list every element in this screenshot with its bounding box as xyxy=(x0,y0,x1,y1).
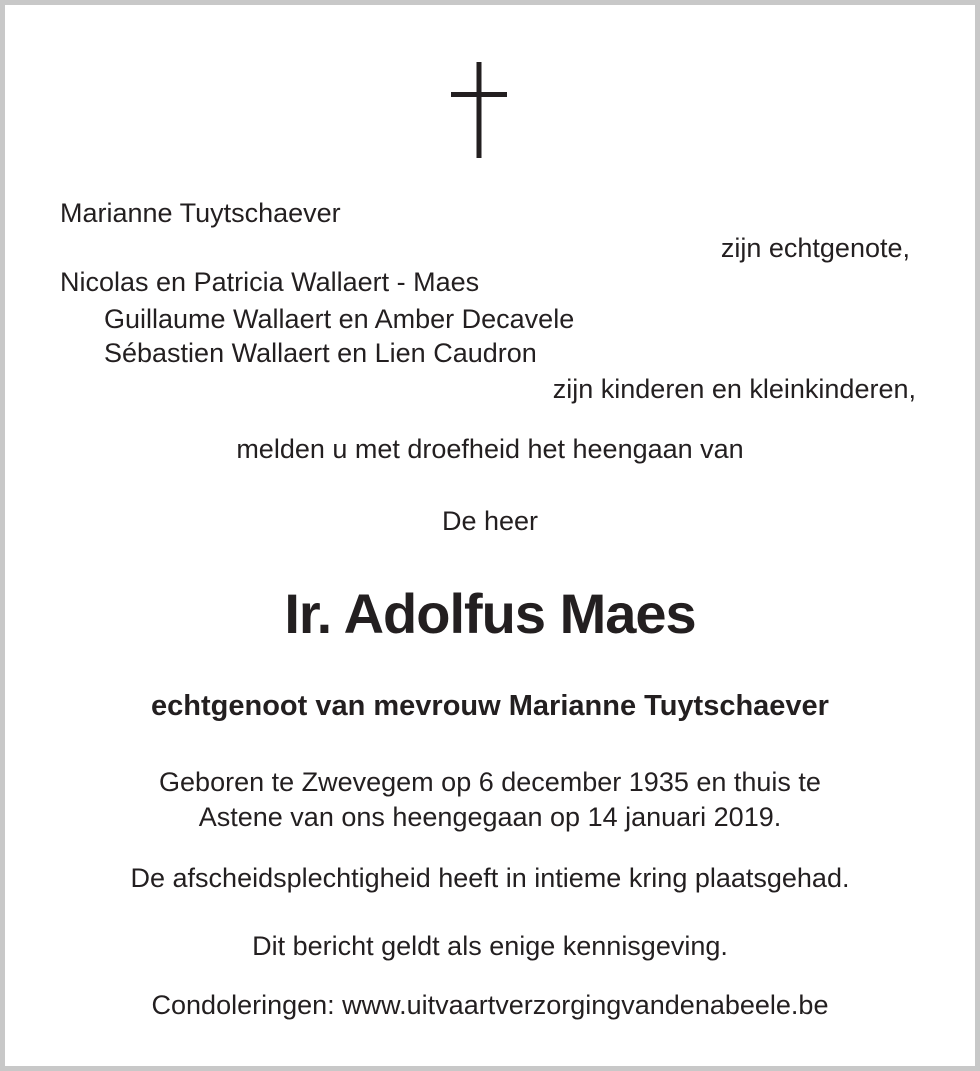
announcement-text: melden u met droefheid het heengaan van xyxy=(236,434,744,464)
children-couple: Nicolas en Patricia Wallaert - Maes xyxy=(60,267,480,297)
spouse-relation: zijn echtgenote, xyxy=(720,233,910,263)
honorific: De heer xyxy=(441,506,539,536)
children-relation: zijn kinderen en kleinkinderen, xyxy=(552,374,916,404)
grandchild-line: Sébastien Wallaert en Lien Caudron xyxy=(104,338,537,368)
deceased-subtitle: echtgenoot van mevrouw Marianne Tuytschaever xyxy=(151,690,829,722)
birth-death-line: Geboren te Zwevegem op 6 december 1935 en thuis te xyxy=(159,767,821,797)
birth-death-line: Astene van ons heengegaan op 14 januari 2019. xyxy=(198,802,782,832)
cross-icon xyxy=(451,62,507,158)
condolences-text: Condoleringen: www.uitvaartverzorgingvandenabeele.be xyxy=(151,990,829,1020)
ceremony-text: De afscheidsplechtigheid heeft in intieme kring plaatsgehad. xyxy=(130,863,850,893)
grandchild-line: Guillaume Wallaert en Amber Decavele xyxy=(104,304,575,334)
spouse-name: Marianne Tuytschaever xyxy=(60,198,341,228)
deceased-name: Ir. Adolfus Maes xyxy=(284,582,696,645)
notice-text: Dit bericht geldt als enige kennisgeving. xyxy=(252,931,728,961)
